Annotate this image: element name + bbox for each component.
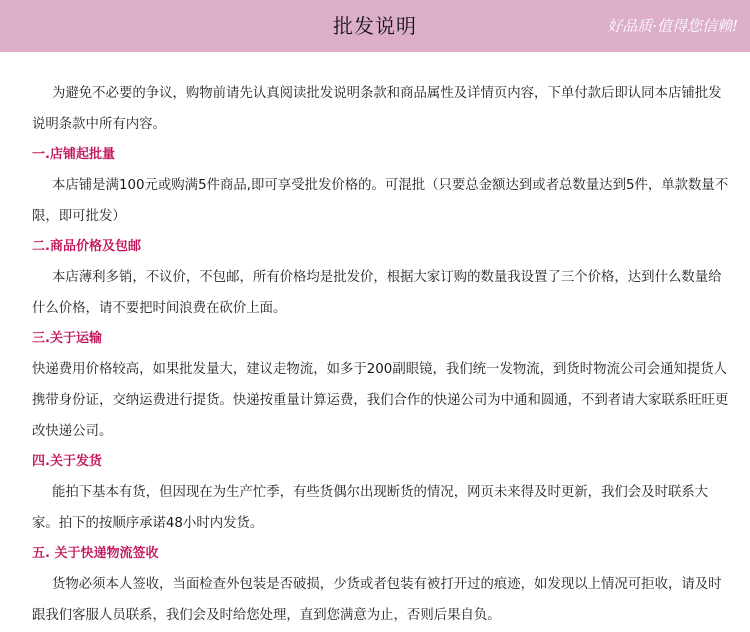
- section-title-signing: 五. 关于快递物流签收: [32, 546, 159, 561]
- section-body-min-order: 本店铺是满100元或购满5件商品,即可享受批发价格的。可混批（只要总金额达到或者总数量达到5件，单款数量不限，即可批发）: [32, 178, 729, 224]
- section-body-transport: 快递费用价格较高，如果批发量大，建议走物流，如多于200副眼镜，我们统一发物流，到货时物流公司会通知提货人携带身份证，交纳运费进行提货。快递按重量计算运费，我们合作的快递公司为中通和圆通，不到者请大家联系旺旺更改快递公司。: [32, 362, 729, 439]
- section-body-signing: 货物必须本人签收，当面检查外包装是否破损，少货或者包装有被打开过的痕迹，如发现以上情况可拒收，请及时跟我们客服人员联系，我们会及时给您处理，直到您满意为止，否则后果自负。: [32, 577, 722, 623]
- section-title-transport: 三.关于运输: [32, 331, 102, 346]
- page-title: 批发说明: [333, 14, 417, 38]
- section-title-delivery: 四.关于发货: [32, 454, 102, 469]
- header-banner: [0, 0, 750, 52]
- intro-paragraph: 为避免不必要的争议，购物前请先认真阅读批发说明条款和商品属性及详情页内容，下单付款后即认同本店铺批发说明条款中所有内容。: [32, 86, 722, 132]
- content: [32, 78, 732, 631]
- section-body-price-shipping: 本店薄利多销，不议价，不包邮，所有价格均是批发价，根据大家订购的数量我设置了三个价格，达到什么数量给什么价格，请不要把时间浪费在砍价上面。: [32, 270, 722, 316]
- section-body-delivery: 能拍下基本有货，但因现在为生产忙季，有些货偶尔出现断货的情况，网页未来得及时更新，我们会及时联系大家。拍下的按顺序承诺48小时内发货。: [32, 485, 709, 531]
- section-title-min-order: 一.店铺起批量: [32, 147, 115, 162]
- section-title-price-shipping: 二.商品价格及包邮: [32, 239, 141, 254]
- slogan: 好品质·值得您信赖!: [607, 17, 738, 35]
